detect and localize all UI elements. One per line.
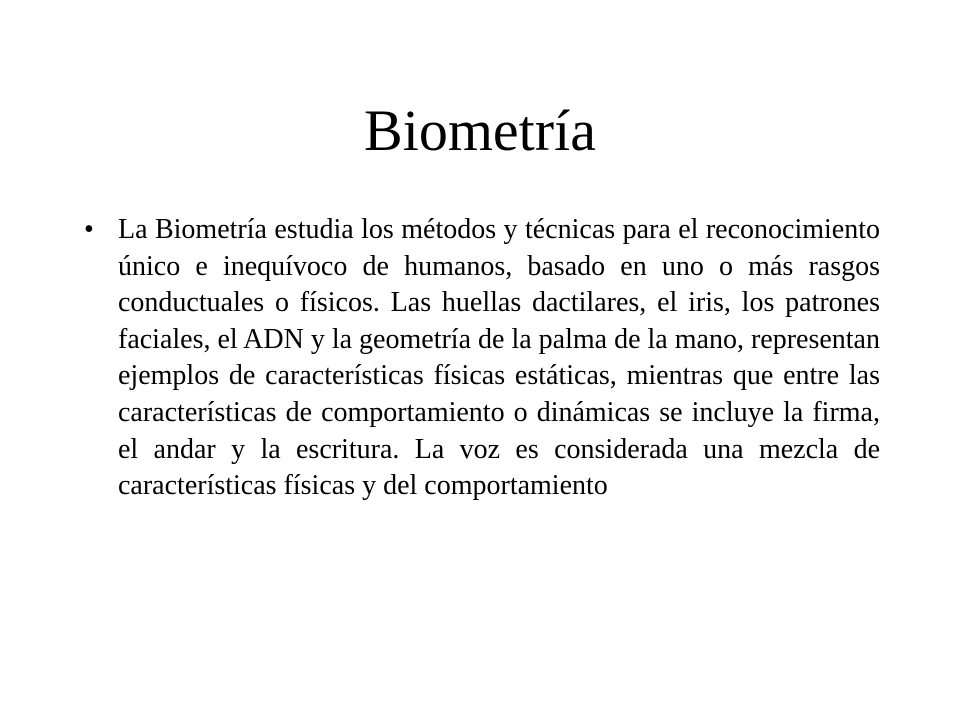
bullet-list: [82, 212, 880, 505]
bullet-text: La Biometría estudia los métodos y técnicas para el reconocimiento único e inequívoco de humanos, basado en uno o más rasgos conductuales o físicos. Las huellas dactilares, el iris, los patrones faciales, el ADN y la geometría de la palma de la mano, representan ejemplos de características físicas estáticas, mientras que entre las características de comportamiento o dinámicas se incluye la firma, el andar y la escritura. La voz es considerada una mezcla de características físicas y del comportamiento: [118, 214, 880, 502]
slide-title: Biometría: [364, 98, 596, 163]
bullet-marker: •: [84, 214, 94, 245]
bullet-item: [82, 212, 880, 505]
